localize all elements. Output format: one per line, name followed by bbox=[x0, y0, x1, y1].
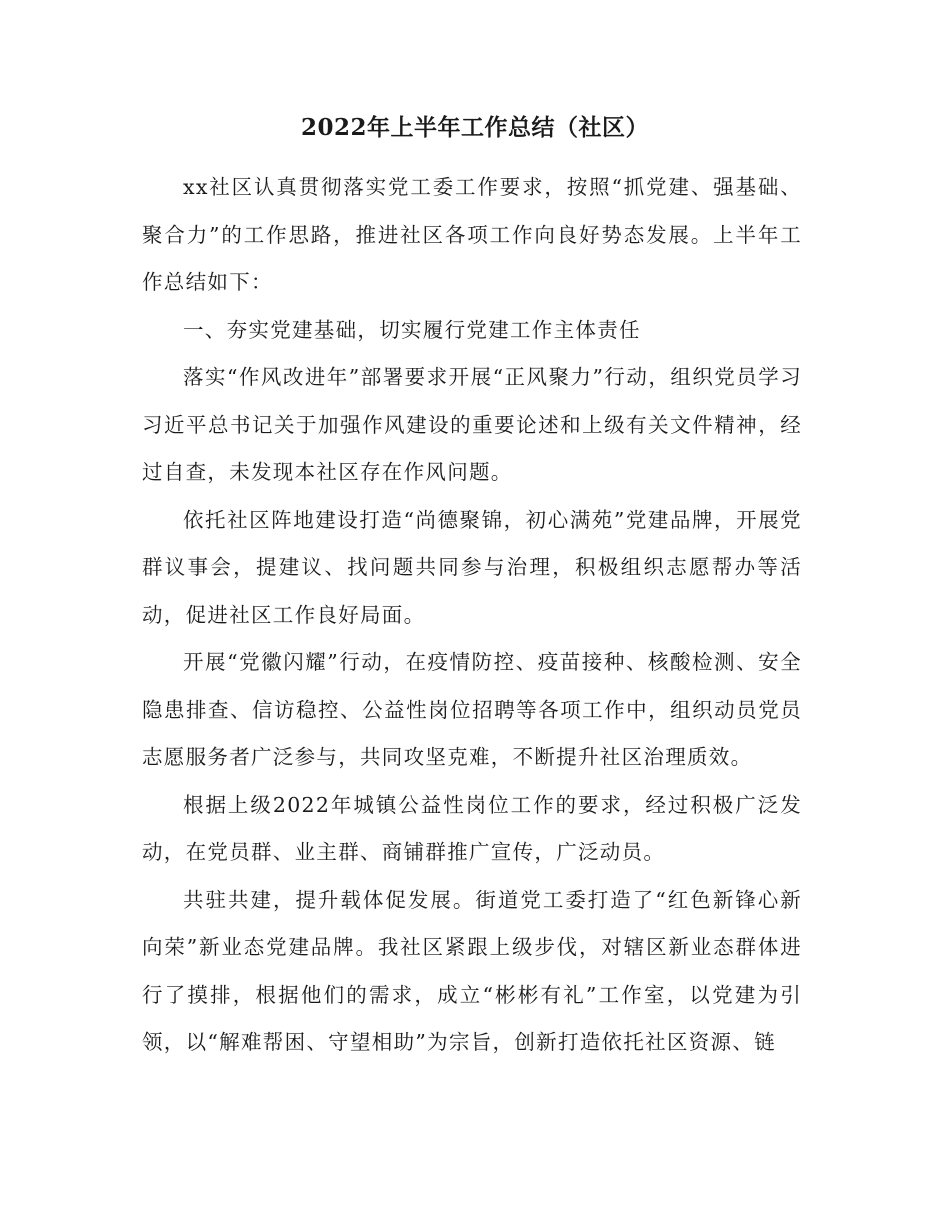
paragraph-style-improvement: 落实“作风改进年”部署要求开展“正风聚力”行动，组织党员学习习近平总书记关于加强作风建设的重要论述和上级有关文件精神，经过自查，未发现本社区存在作风问题。 bbox=[142, 365, 802, 484]
paragraph-party-brand: 依托社区阵地建设打造“尚德聚锦，初心满苑”党建品牌，开展党群议事会，提建议、找问题共同参与治理，积极组织志愿帮办等活动，促进社区工作良好局面。 bbox=[142, 507, 802, 627]
section-heading-1: 一、夯实党建基础，切实履行党建工作主体责任 bbox=[183, 317, 641, 342]
paragraph-co-construction: 共驻共建，提升载体促发展。街道党工委打造了“红色新锋心新向荣”新业态党建品牌。我社区紧跟上级步伐，对辖区新业态群体进行了摸排，根据他们的需求，成立“彬彬有礼”工作室，以党建为引领，以“解难帮困、守望相助”为宗旨，创新打造依托社区资源、链 bbox=[142, 887, 802, 1054]
paragraph-public-welfare-posts: 根据上级2022年城镇公益性岗位工作的要求，经过积极广泛发动，在党员群、业主群、商铺群推广宣传，广泛动员。 bbox=[142, 792, 802, 864]
document-title: 2022年上半年工作总结（社区） bbox=[300, 114, 649, 141]
paragraph-party-emblem-action: 开展“党徽闪耀”行动，在疫情防控、疫苗接种、核酸检测、安全隐患排查、信访稳控、公益性岗位招聘等各项工作中，组织动员党员志愿服务者广泛参与，共同攻坚克难，不断提升社区治理质效。 bbox=[142, 650, 802, 769]
document-body bbox=[142, 164, 802, 1067]
paragraph-intro: xx社区认真贯彻落实党工委工作要求，按照“抓党建、强基础、聚合力”的工作思路，推进社区各项工作向良好势态发展。上半年工作总结如下： bbox=[142, 175, 802, 294]
